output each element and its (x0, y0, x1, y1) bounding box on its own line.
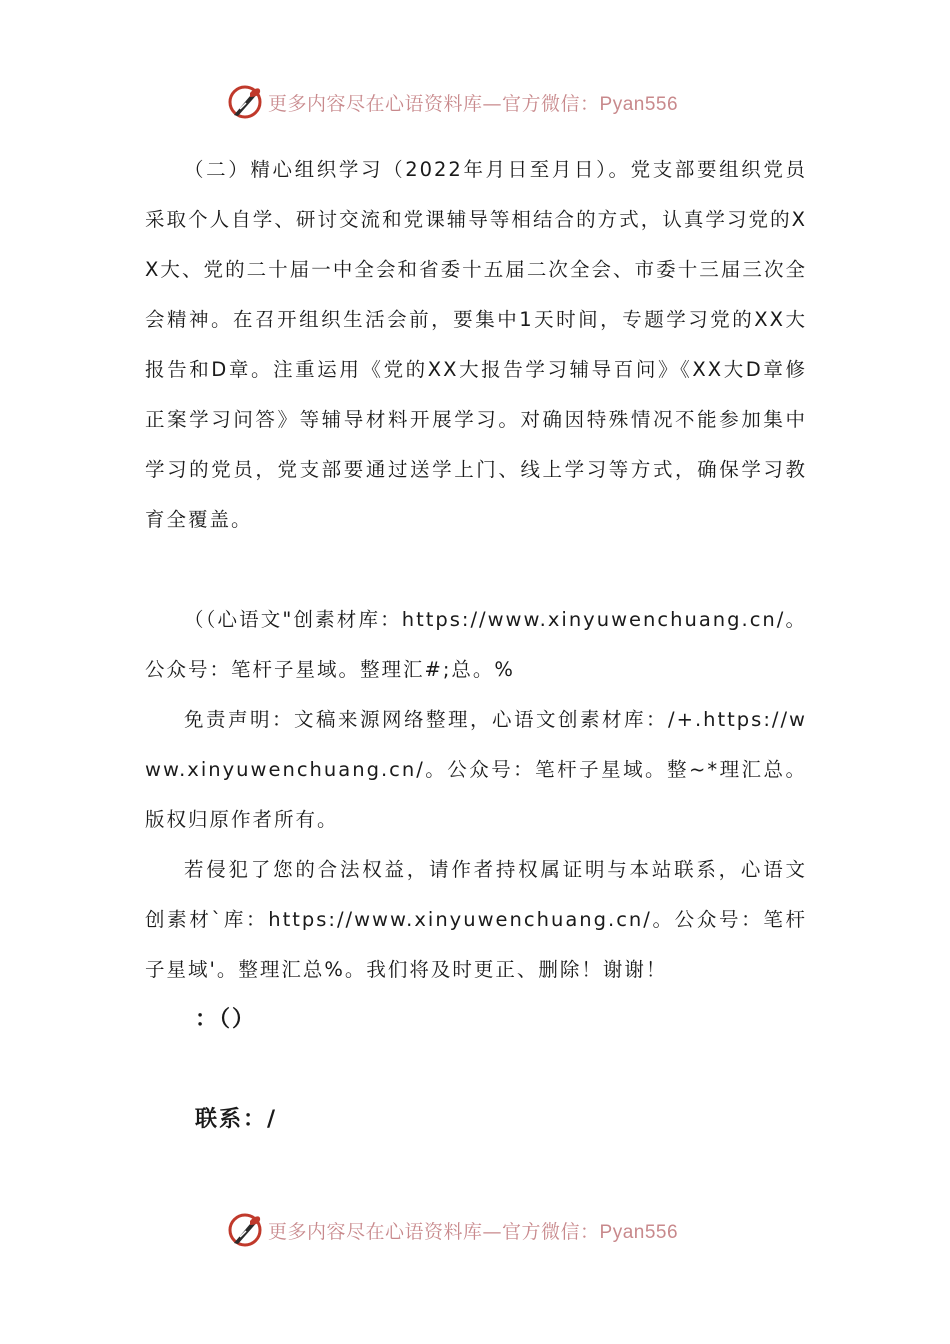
paragraph-infringement-notice: 若侵犯了您的合法权益，请作者持权属证明与本站联系，心语文创素材`库：https://www.xinyuwenchuang.cn/。公众号：笔杆子星域'。整理汇总%。我们将及时更正、删除！谢谢！ (145, 858, 807, 981)
header-banner (226, 82, 746, 122)
bold-line-contact: 联系：/ (195, 1107, 278, 1132)
banner-wechat-id: Pyan556 (599, 93, 679, 115)
quill-logo-icon (226, 1211, 264, 1249)
banner-label: 更多内容尽在心语资料库—官方微信： (268, 92, 600, 115)
banner-text (268, 89, 678, 116)
banner-wechat-id: Pyan556 (599, 1221, 679, 1243)
bold-line-parentheses: ：（） (195, 1007, 257, 1032)
banner-text (268, 1217, 678, 1244)
footer-banner (226, 1210, 746, 1250)
paragraph-gap (145, 545, 807, 595)
quill-logo-icon (226, 83, 264, 121)
paragraph-disclaimer: 免责声明：文稿来源网络整理，心语文创素材库：/+.https://www.xinyuwenchuang.cn/。公众号：笔杆子星域。整~*理汇总。版权归原作者所有。 (145, 708, 807, 831)
paragraph-study-organization: （二）精心组织学习（2022年月日至月日）。党支部要组织党员采取个人自学、研讨交流和党课辅导等相结合的方式，认真学习党的XX大、党的二十届一中全会和省委十五届二次全会、市委十三届三次全会精神。在召开组织生活会前，要集中1天时间，专题学习党的XX大报告和D章。注重运用《党的XX大报告学习辅导百问》《XX大D章修正案学习问答》等辅导材料开展学习。对确因特殊情况不能参加集中学习的党员，党支部要通过送学上门、线上学习等方式，确保学习教育全覆盖。 (145, 158, 807, 531)
document-body (145, 145, 807, 1145)
banner-label: 更多内容尽在心语资料库—官方微信： (268, 1220, 600, 1243)
paragraph-source-note: （（心语文"创素材库：https://www.xinyuwenchuang.cn/。公众号：笔杆子星域。整理汇#;总。% (145, 608, 807, 681)
